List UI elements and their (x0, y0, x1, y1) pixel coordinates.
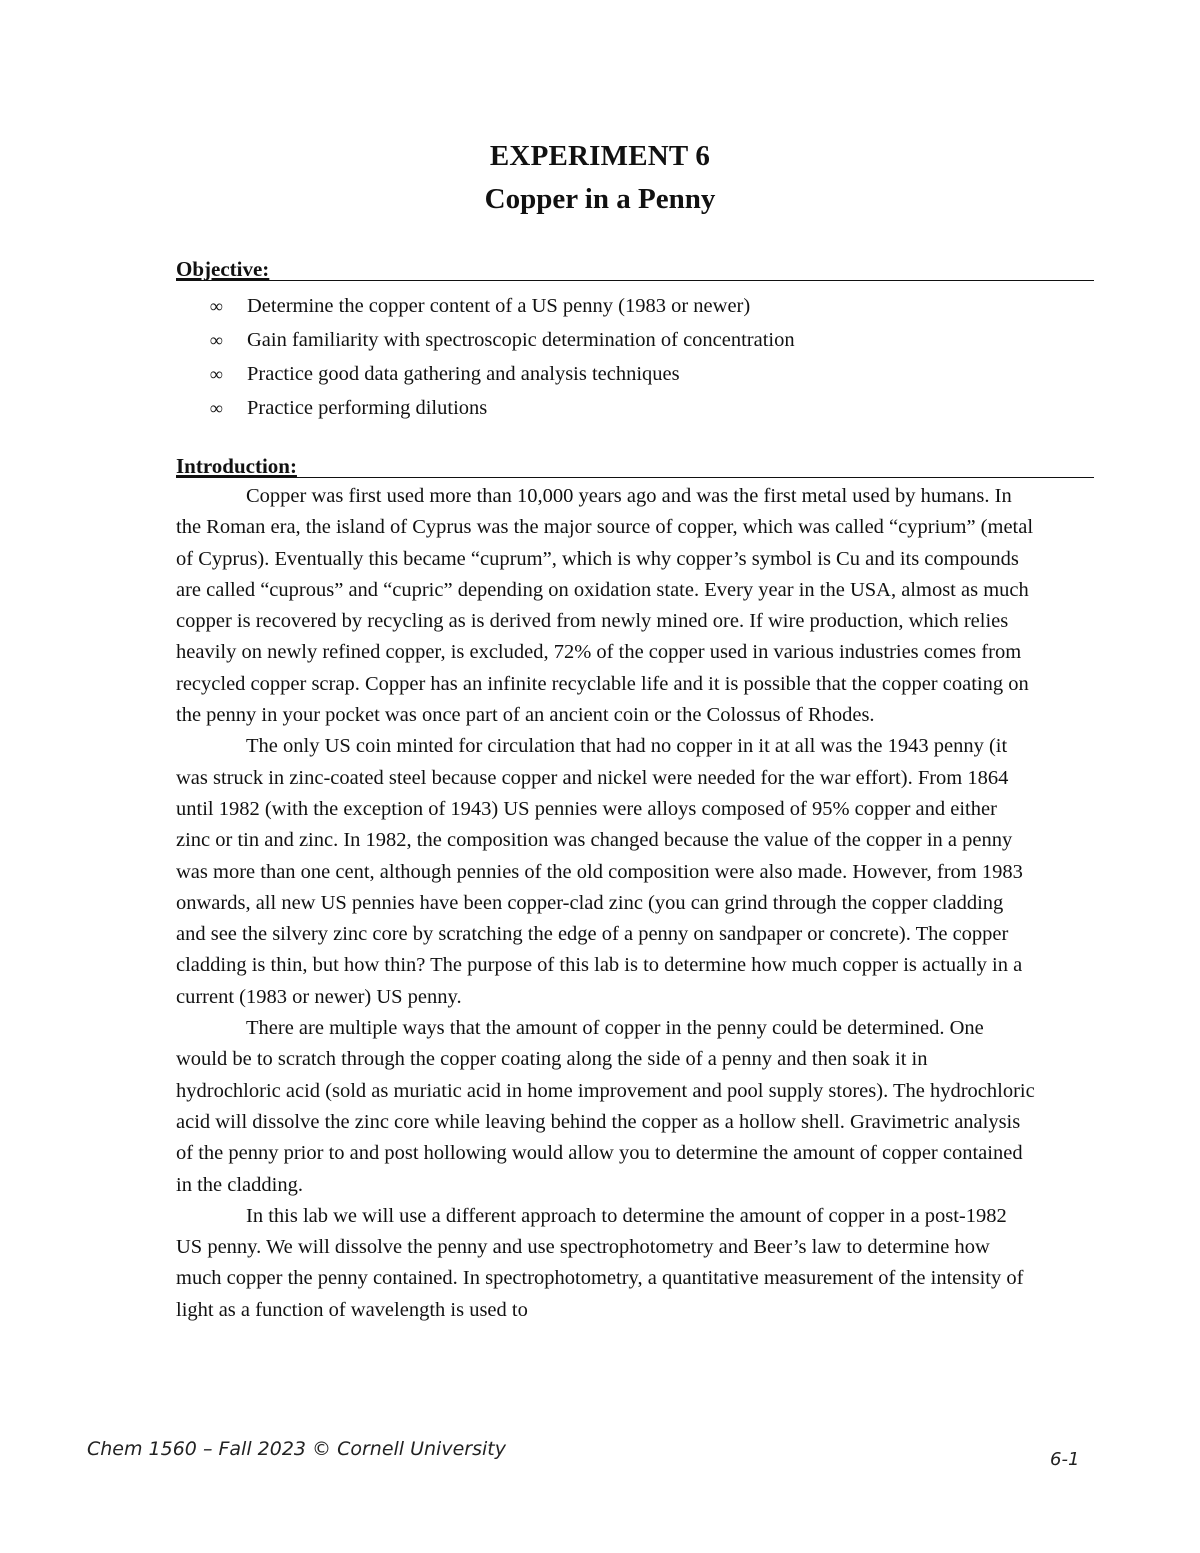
objective-item (210, 359, 795, 393)
objective-item (210, 291, 795, 325)
introduction-heading-label: Introduction: (176, 454, 297, 478)
introduction-body (176, 481, 1036, 1326)
objective-heading-label: Objective: (176, 257, 270, 281)
footer-page-number: 6-1 (1050, 1449, 1080, 1470)
objective-heading (176, 258, 1094, 281)
footer-course-credit: Chem 1560 – Fall 2023 © Cornell University (87, 1438, 506, 1460)
experiment-number-title: EXPERIMENT 6 (489, 140, 711, 172)
objective-item (210, 393, 795, 427)
introduction-paragraph: Copper was first used more than 10,000 years ago and was the first metal used by humans. In the Roman era, the island of Cyprus was the major source of copper, which was called “cyprium” (metal of Cyprus). Eventually this became “cuprum”, which is why copper’s symbol is Cu and its compounds are called “cuprous” and “cupric” depending on oxidation state. Every year in the USA, almost as much copper is recovered by recycling as is derived from newly mined ore. If wire production, which relies heavily on newly refined copper, is excluded, 72% of the copper used in various industries comes from recycled copper scrap. Copper has an infinite recyclable life and it is possible that the copper coating on the penny in your pocket was once part of an ancient coin or the Colossus of Rhodes. (176, 485, 1034, 727)
introduction-paragraph: The only US coin minted for circulation that had no copper in it at all was the 1943 penny (it was struck in zinc-coated steel because copper and nickel were needed for the war effort). From 1864 until 1982 (with the exception of 1943) US pennies were alloys composed of 95% copper and either zinc or tin and zinc. In 1982, the composition was changed because the value of the copper in a penny was more than one cent, although pennies of the old composition were also made. However, from 1983 onwards, all new US pennies have been copper-clad zinc (you can grind through the copper cladding and see the silvery zinc core by scratching the edge of a penny on sandpaper or concrete). The copper cladding is thin, but how thin? The purpose of this lab is to determine how much copper is actually in a current (1983 or newer) US penny. (176, 735, 1023, 1008)
introduction-paragraph: In this lab we will use a different approach to determine the amount of copper in a post-1982 US penny. We will dissolve the penny and use spectrophotometry and Beer’s law to determine how much copper the penny contained. In spectrophotometry, a quantitative measurement of the intensity of light as a function of wavelength is used to (176, 1204, 1024, 1321)
objective-item-text: Practice performing dilutions (247, 397, 488, 419)
infinity-bullet-icon: ∞ (210, 296, 223, 316)
objective-item (210, 325, 795, 359)
introduction-paragraph: There are multiple ways that the amount of copper in the penny could be determined. One would be to scratch through the copper coating along the side of a penny and then soak it in hydrochloric acid (sold as muriatic acid in home improvement and pool supply stores). The hydrochloric acid will dissolve the zinc core while leaving behind the copper as a hollow shell. Gravimetric analysis of the penny prior to and post hollowing would allow you to determine the amount of copper contained in the cladding. (176, 1017, 1035, 1196)
infinity-bullet-icon: ∞ (210, 398, 223, 418)
infinity-bullet-icon: ∞ (210, 364, 223, 384)
introduction-heading (176, 455, 1094, 478)
objective-list (210, 291, 795, 427)
objective-item-text: Gain familiarity with spectroscopic determination of concentration (247, 329, 795, 351)
objective-item-text: Practice good data gathering and analysis techniques (247, 363, 680, 385)
infinity-bullet-icon: ∞ (210, 330, 223, 350)
experiment-subtitle: Copper in a Penny (484, 183, 716, 215)
objective-item-text: Determine the copper content of a US penny (1983 or newer) (247, 295, 751, 317)
